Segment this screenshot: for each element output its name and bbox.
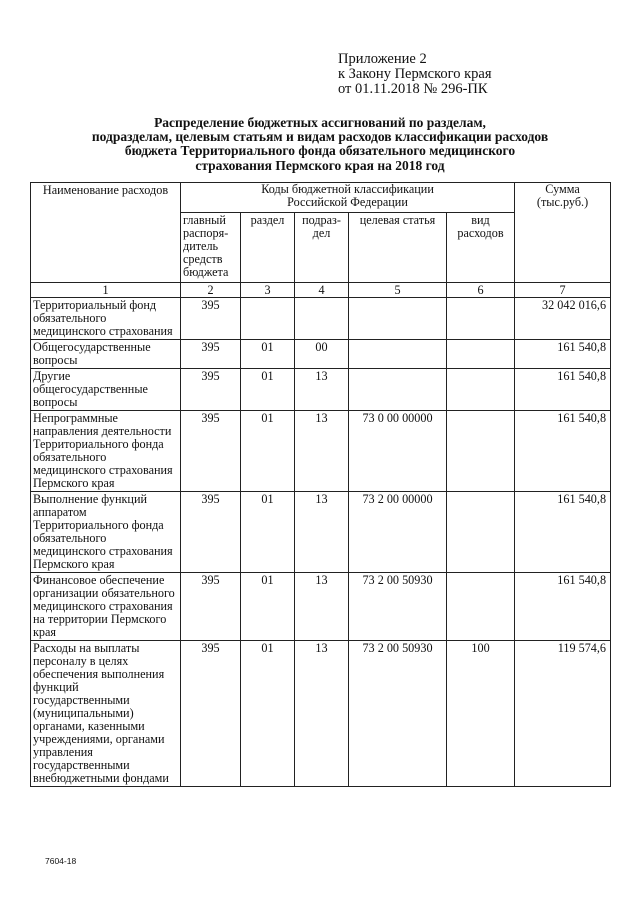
row-razdel — [241, 298, 295, 340]
row-vid — [447, 298, 515, 340]
header-podrazdel: подраз-дел — [295, 213, 349, 283]
row-name: Другие общегосударственные вопросы — [31, 369, 181, 411]
row-grbs: 395 — [181, 411, 241, 492]
column-number: 5 — [349, 283, 447, 298]
row-target: 73 2 00 50930 — [349, 641, 447, 787]
header-codes: Коды бюджетной классификации Российской Федерации — [181, 183, 515, 213]
column-number: 7 — [515, 283, 611, 298]
row-target: 73 0 00 00000 — [349, 411, 447, 492]
row-razdel: 01 — [241, 369, 295, 411]
table-row — [31, 641, 611, 787]
row-razdel: 01 — [241, 573, 295, 641]
row-sum: 32 042 016,6 — [515, 298, 611, 340]
column-number: 2 — [181, 283, 241, 298]
budget-table — [30, 182, 611, 787]
row-sum: 161 540,8 — [515, 573, 611, 641]
row-sum: 161 540,8 — [515, 492, 611, 573]
row-target: 73 2 00 00000 — [349, 492, 447, 573]
row-podrazdel — [295, 298, 349, 340]
title-line: подразделам, целевым статьям и видам расходов классификации расходов — [91, 129, 549, 145]
title-line: бюджета Территориального фонда обязательного медицинского — [124, 143, 516, 159]
row-grbs: 395 — [181, 641, 241, 787]
row-vid — [447, 411, 515, 492]
appendix-line: к Закону Пермского края — [338, 66, 492, 82]
row-grbs: 395 — [181, 369, 241, 411]
row-target — [349, 340, 447, 369]
header-vid: вид расходов — [447, 213, 515, 283]
document-code: 7604-18 — [45, 856, 77, 866]
row-grbs: 395 — [181, 573, 241, 641]
title-line: страхования Пермского края на 2018 год — [195, 157, 445, 173]
column-number: 4 — [295, 283, 349, 298]
table-row — [31, 298, 611, 340]
row-grbs: 395 — [181, 298, 241, 340]
row-razdel: 01 — [241, 641, 295, 787]
header-target: целевая статья — [349, 213, 447, 283]
header-sum: Сумма (тыс.руб.) — [515, 183, 611, 283]
header-grbs: главный распоря-дитель средств бюджета — [181, 213, 241, 283]
appendix-line: от 01.11.2018 № 296-ПК — [338, 81, 488, 97]
row-name: Расходы на выплаты персоналу в целях обеспечения выполнения функций государственными (муниципальными) органами, казенными учреждениями, органами управления государственными внебюджетными фондами — [31, 641, 181, 787]
column-number: 3 — [241, 283, 295, 298]
row-razdel: 01 — [241, 340, 295, 369]
row-podrazdel: 13 — [295, 411, 349, 492]
row-vid — [447, 492, 515, 573]
column-number: 6 — [447, 283, 515, 298]
row-podrazdel: 00 — [295, 340, 349, 369]
row-podrazdel: 13 — [295, 369, 349, 411]
row-grbs: 395 — [181, 492, 241, 573]
row-podrazdel: 13 — [295, 492, 349, 573]
row-target — [349, 369, 447, 411]
row-razdel: 01 — [241, 492, 295, 573]
column-numbers-row — [31, 283, 611, 298]
title-line: Распределение бюджетных ассигнований по разделам, — [154, 115, 486, 130]
row-name: Общегосударственные вопросы — [31, 340, 181, 369]
table-row — [31, 369, 611, 411]
row-razdel: 01 — [241, 411, 295, 492]
table-row — [31, 573, 611, 641]
table-row — [31, 492, 611, 573]
appendix-line: Приложение 2 — [338, 51, 427, 67]
header-name: Наименование расходов — [31, 183, 181, 283]
row-sum: 119 574,6 — [515, 641, 611, 787]
row-sum: 161 540,8 — [515, 411, 611, 492]
row-target: 73 2 00 50930 — [349, 573, 447, 641]
row-podrazdel: 13 — [295, 573, 349, 641]
row-sum: 161 540,8 — [515, 369, 611, 411]
row-grbs: 395 — [181, 340, 241, 369]
row-vid: 100 — [447, 641, 515, 787]
row-vid — [447, 340, 515, 369]
table-row — [31, 411, 611, 492]
row-vid — [447, 573, 515, 641]
header-razdel: раздел — [241, 213, 295, 283]
row-vid — [447, 369, 515, 411]
row-name: Территориальный фонд обязательного медицинского страхования — [31, 298, 181, 340]
row-sum: 161 540,8 — [515, 340, 611, 369]
document-title — [30, 116, 610, 173]
row-target — [349, 298, 447, 340]
column-number: 1 — [31, 283, 181, 298]
appendix-reference — [338, 52, 492, 97]
row-podrazdel: 13 — [295, 641, 349, 787]
row-name: Непрограммные направления деятельности Территориального фонда обязательного медицинского страхования Пермского края — [31, 411, 181, 492]
row-name: Финансовое обеспечение организации обязательного медицинского страхования на территории Пермского края — [31, 573, 181, 641]
row-name: Выполнение функций аппаратом Территориального фонда обязательного медицинского страхования Пермского края — [31, 492, 181, 573]
table-row — [31, 340, 611, 369]
